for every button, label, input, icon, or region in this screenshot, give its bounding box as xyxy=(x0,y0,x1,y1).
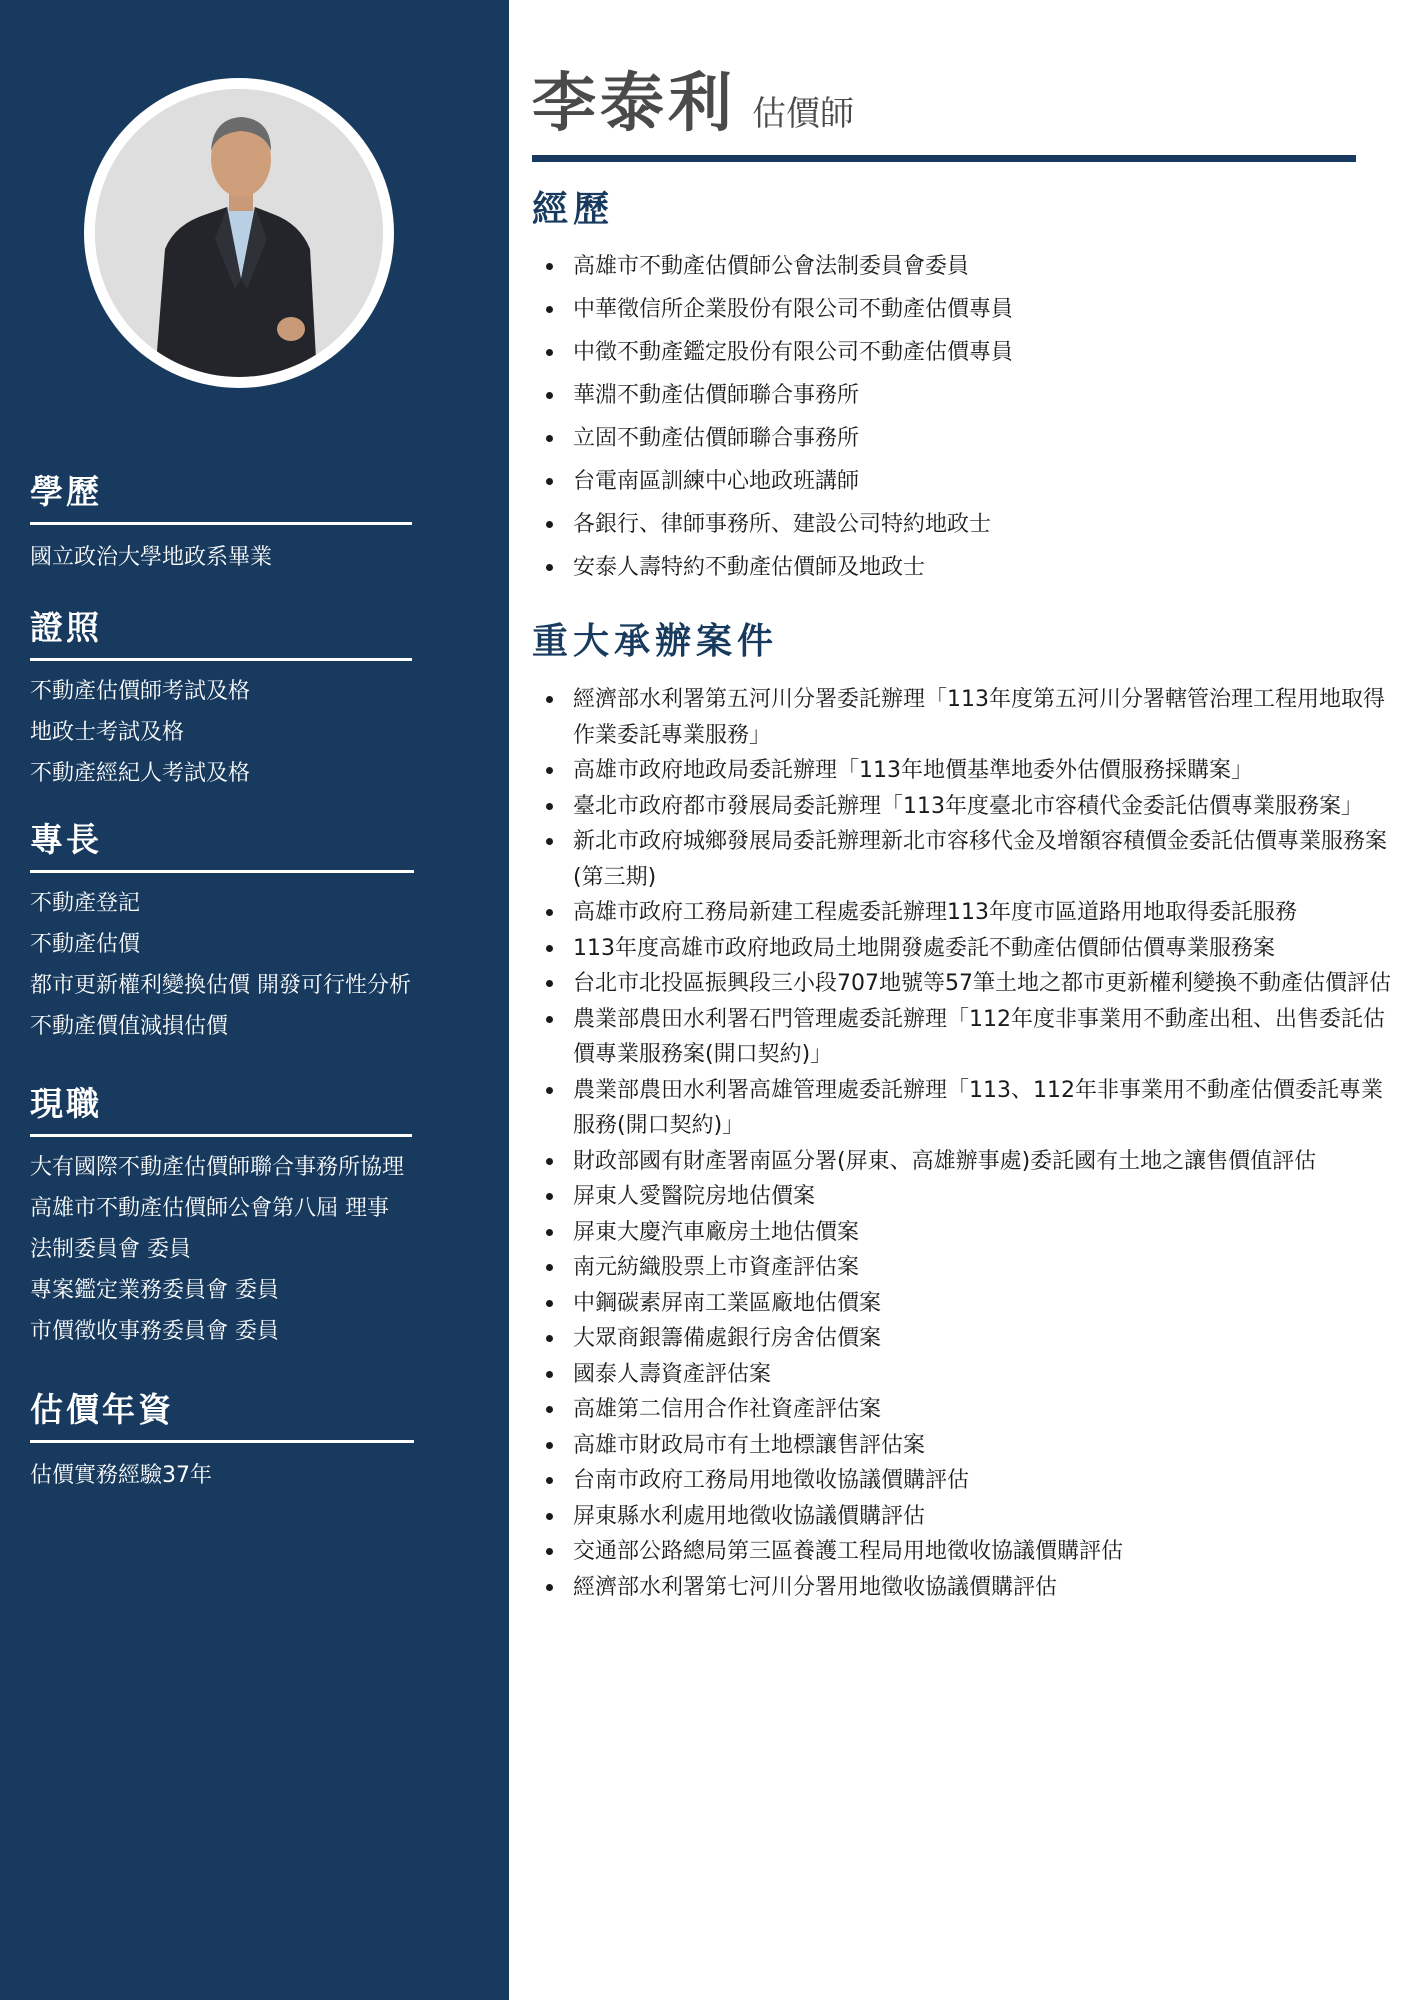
specialty-item: 不動產估價 xyxy=(30,932,141,957)
person-name: 李泰利 xyxy=(532,67,736,141)
current-position-item: 市價徵收事務委員會 委員 xyxy=(30,1319,279,1344)
list-item: 台電南區訓練中心地政班講師 xyxy=(532,460,1402,503)
list-item: 台北市北投區振興段三小段707地號等57筆土地之都市更新權利變換不動產估價評估 xyxy=(532,966,1402,1002)
specialty-item: 不動產登記 xyxy=(30,891,141,916)
profile-photo xyxy=(95,89,383,377)
portrait-illustration xyxy=(95,89,383,377)
title-divider xyxy=(532,155,1356,162)
seniority-heading: 估價年資 xyxy=(30,1390,174,1429)
specialties-divider xyxy=(30,870,414,873)
list-item: 台南市政府工務局用地徵收協議價購評估 xyxy=(532,1463,1402,1499)
current-position-item: 法制委員會 委員 xyxy=(30,1237,191,1262)
list-item: 大眾商銀籌備處銀行房舍估價案 xyxy=(532,1321,1402,1357)
list-item: 安泰人壽特約不動產估價師及地政士 xyxy=(532,546,1402,589)
person-role: 估價師 xyxy=(752,94,854,134)
license-item: 不動產估價師考試及格 xyxy=(30,679,251,704)
seniority-item: 估價實務經驗37年 xyxy=(30,1463,212,1488)
education-divider xyxy=(30,522,412,525)
licenses-divider xyxy=(30,658,412,661)
licenses-section xyxy=(30,606,412,794)
education-heading: 學歷 xyxy=(30,472,102,511)
list-item: 113年度高雄市政府地政局土地開發處委託不動產估價師估價專業服務案 xyxy=(532,931,1402,967)
specialty-item: 都市更新權利變換估價 開發可行性分析 xyxy=(30,973,411,998)
specialties-section xyxy=(30,818,414,1047)
list-item: 各銀行、律師事務所、建設公司特約地政士 xyxy=(532,503,1402,546)
list-item: 農業部農田水利署高雄管理處委託辦理「113、112年非事業用不動產估價委託專業服務(開口契約)」 xyxy=(532,1073,1402,1144)
specialties-heading: 專長 xyxy=(30,820,102,859)
cases-list xyxy=(532,682,1402,1605)
list-item: 臺北市政府都市發展局委託辦理「113年度臺北市容積代金委託估價專業服務案」 xyxy=(532,789,1402,825)
licenses-heading: 證照 xyxy=(30,608,102,647)
list-item: 農業部農田水利署石門管理處委託辦理「112年度非事業用不動產出租、出售委託估價專業服務案(開口契約)」 xyxy=(532,1002,1402,1073)
list-item: 華淵不動產估價師聯合事務所 xyxy=(532,374,1402,417)
profile-photo-frame xyxy=(84,78,394,388)
list-item: 屏東人愛醫院房地估價案 xyxy=(532,1179,1402,1215)
name-row xyxy=(532,52,854,144)
current-position-section xyxy=(30,1082,412,1352)
list-item: 財政部國有財產署南區分署(屏東、高雄辦事處)委託國有土地之讓售價值評估 xyxy=(532,1144,1402,1180)
current-position-item: 高雄市不動產估價師公會第八屆 理事 xyxy=(30,1196,389,1221)
experience-heading: 經歷 xyxy=(532,189,615,230)
current-position-item: 專案鑑定業務委員會 委員 xyxy=(30,1278,279,1303)
list-item: 國泰人壽資產評估案 xyxy=(532,1357,1402,1393)
specialty-item: 不動產價值減損估價 xyxy=(30,1014,229,1039)
list-item: 經濟部水利署第五河川分署委託辦理「113年度第五河川分署轄管治理工程用地取得作業委託專業服務」 xyxy=(532,682,1402,753)
current-position-heading: 現職 xyxy=(30,1084,102,1123)
education-section xyxy=(30,470,412,578)
list-item: 屏東大慶汽車廠房土地估價案 xyxy=(532,1215,1402,1251)
experience-list xyxy=(532,245,1402,589)
current-position-item: 大有國際不動產估價師聯合事務所協理 xyxy=(30,1155,405,1180)
license-item: 地政士考試及格 xyxy=(30,720,185,745)
seniority-section xyxy=(30,1388,414,1496)
list-item: 立固不動產估價師聯合事務所 xyxy=(532,417,1402,460)
list-item: 中徵不動產鑑定股份有限公司不動產估價專員 xyxy=(532,331,1402,374)
list-item: 高雄市財政局市有土地標讓售評估案 xyxy=(532,1428,1402,1464)
list-item: 高雄市不動產估價師公會法制委員會委員 xyxy=(532,245,1402,288)
list-item: 交通部公路總局第三區養護工程局用地徵收協議價購評估 xyxy=(532,1534,1402,1570)
list-item: 新北市政府城鄉發展局委託辦理新北市容移代金及增額容積價金委託估價專業服務案(第三期) xyxy=(532,824,1402,895)
sidebar xyxy=(0,0,509,2000)
list-item: 高雄市政府工務局新建工程處委託辦理113年度市區道路用地取得委託服務 xyxy=(532,895,1402,931)
cases-heading: 重大承辦案件 xyxy=(532,621,779,662)
list-item: 南元紡織股票上市資產評估案 xyxy=(532,1250,1402,1286)
list-item: 高雄第二信用合作社資產評估案 xyxy=(532,1392,1402,1428)
list-item: 屏東縣水利處用地徵收協議價購評估 xyxy=(532,1499,1402,1535)
current-position-divider xyxy=(30,1134,412,1137)
license-item: 不動產經紀人考試及格 xyxy=(30,761,251,786)
list-item: 中鋼碳素屏南工業區廠地估價案 xyxy=(532,1286,1402,1322)
seniority-divider xyxy=(30,1440,414,1443)
list-item: 中華徵信所企業股份有限公司不動產估價專員 xyxy=(532,288,1402,331)
education-item: 國立政治大學地政系畢業 xyxy=(30,545,273,570)
list-item: 經濟部水利署第七河川分署用地徵收協議價購評估 xyxy=(532,1570,1402,1606)
list-item: 高雄市政府地政局委託辦理「113年地價基準地委外估價服務採購案」 xyxy=(532,753,1402,789)
